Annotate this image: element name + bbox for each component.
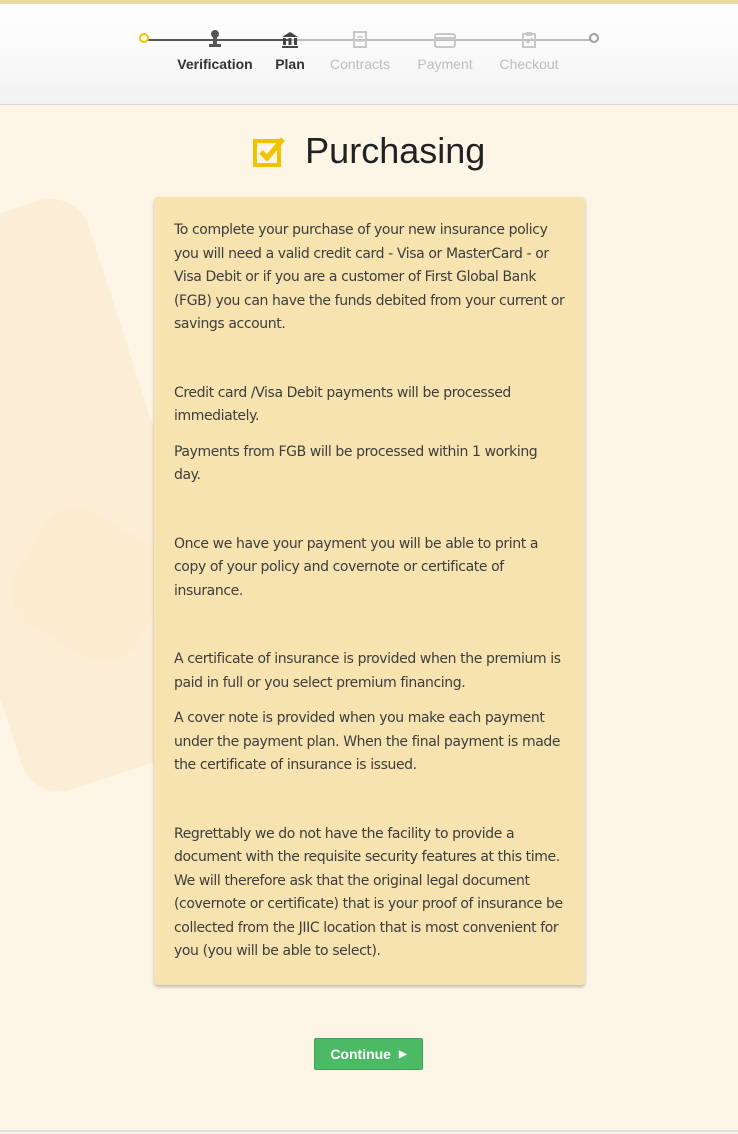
step-contracts[interactable] bbox=[315, 28, 405, 72]
purchasing-info-panel bbox=[154, 197, 585, 985]
page-title: Purchasing bbox=[305, 130, 486, 171]
info-paragraph: To complete your purchase of your new insurance policy you will need a valid credit card - Visa or MasterCard - or Visa Debit or if you are a customer of First Global Bank (FGB) you can have the funds debited from your current or savings account. bbox=[174, 222, 565, 332]
info-paragraph: Regrettably we do not have the facility to provide a document with the requisite security features at this time. We will therefore ask that the original legal document (covernote or certificate) that is your proof of insurance be collected from the JIIC location that is most convenient for you (you will be able to select). bbox=[174, 825, 563, 959]
stamp-icon bbox=[205, 28, 225, 52]
info-paragraph: A cover note is provided when you make each payment under the payment plan. When the final payment is made the certificate of insurance is issued. bbox=[174, 710, 561, 773]
info-paragraph: Payments from FGB will be processed within 1 working day. bbox=[174, 443, 538, 483]
step-checkout[interactable] bbox=[484, 28, 574, 72]
clipboard-icon bbox=[519, 28, 539, 52]
stepper-start-dot bbox=[139, 33, 149, 43]
play-arrow-icon: ▶ bbox=[398, 1048, 407, 1060]
credit-card-icon bbox=[433, 28, 457, 52]
continue-label: Continue bbox=[330, 1046, 391, 1062]
contract-icon bbox=[350, 28, 370, 52]
checkbox-icon bbox=[253, 135, 287, 167]
bank-icon bbox=[280, 28, 300, 52]
continue-button[interactable] bbox=[314, 1038, 423, 1070]
progress-header bbox=[0, 4, 738, 105]
step-label: Verification bbox=[177, 56, 253, 72]
step-label: Contracts bbox=[330, 56, 390, 72]
step-label: Plan bbox=[275, 56, 305, 72]
info-paragraph: Credit card /Visa Debit payments will be processed immediately. bbox=[174, 384, 511, 424]
step-label: Payment bbox=[417, 56, 473, 72]
stepper-end-dot bbox=[589, 33, 599, 43]
bottom-divider bbox=[0, 1130, 738, 1132]
title-row bbox=[0, 130, 738, 172]
step-payment[interactable] bbox=[400, 28, 490, 72]
step-label: Checkout bbox=[499, 56, 559, 72]
info-paragraph: A certificate of insurance is provided when the premium is paid in full or you select premium financing. bbox=[174, 651, 561, 691]
info-paragraph: Once we have your payment you will be able to print a copy of your policy and covernote or certificate of insurance. bbox=[174, 535, 539, 599]
